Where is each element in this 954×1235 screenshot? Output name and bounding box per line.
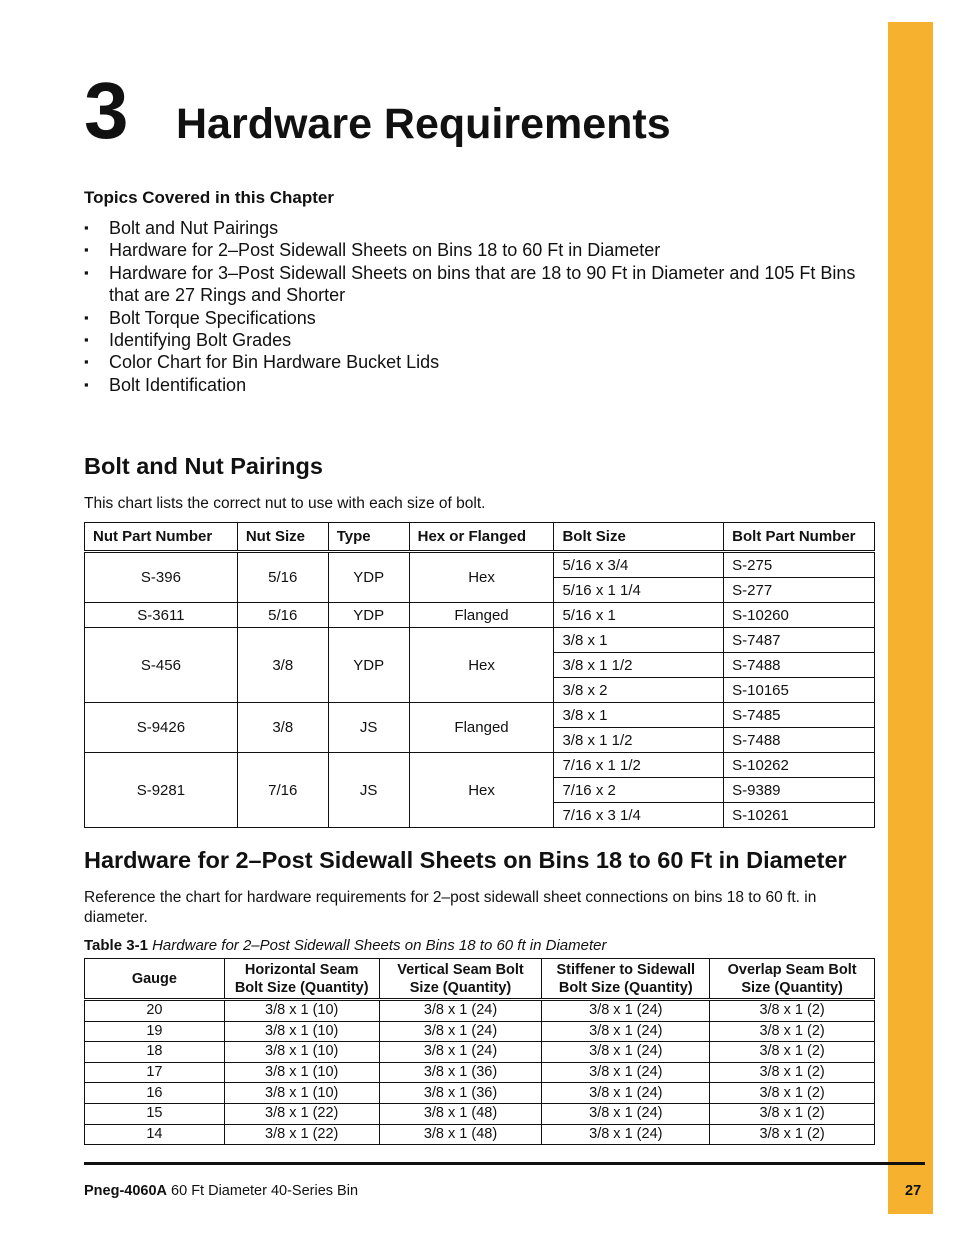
header-nut-size: Nut Size (237, 523, 328, 552)
vertical-seam-cell: 3/8 x 1 (48) (379, 1124, 542, 1145)
bolt-size-cell: 7/16 x 3 1/4 (554, 803, 724, 828)
header-bolt-part-number: Bolt Part Number (724, 523, 875, 552)
gauge-cell: 16 (85, 1083, 225, 1104)
hex-or-flanged-cell: Hex (409, 753, 554, 828)
bolt-size-cell: 3/8 x 2 (554, 678, 724, 703)
bolt-size-cell: 5/16 x 3/4 (554, 552, 724, 578)
header-line: Gauge (131, 970, 177, 987)
footer-doc-info (84, 1183, 358, 1199)
nut-size-cell: 5/16 (237, 552, 328, 603)
nut-size-cell: 3/8 (237, 703, 328, 753)
bolt-part-number-cell: S-9389 (724, 778, 875, 803)
horizontal-seam-cell: 3/8 x 1 (22) (224, 1103, 379, 1124)
bolt-size-cell: 5/16 x 1 1/4 (554, 578, 724, 603)
bolt-part-number-cell: S-10261 (724, 803, 875, 828)
header-vertical-seam (379, 959, 542, 1000)
table-row (85, 1103, 875, 1124)
stiffener-cell: 3/8 x 1 (24) (542, 1124, 710, 1145)
type-cell: YDP (328, 628, 409, 703)
header-hex-or-flanged: Hex or Flanged (409, 523, 554, 552)
table-row (85, 603, 875, 628)
hex-or-flanged-cell: Flanged (409, 603, 554, 628)
topic-item: ▪ Bolt and Nut Pairings (84, 217, 874, 239)
header-line: Bolt Size (Quantity) (234, 979, 369, 996)
vertical-seam-cell: 3/8 x 1 (24) (379, 1021, 542, 1042)
overlap-seam-cell: 3/8 x 1 (2) (710, 1083, 875, 1104)
header-line: Size (Quantity) (409, 979, 512, 996)
table-row (85, 1021, 875, 1042)
gauge-cell: 15 (85, 1103, 225, 1124)
header-horizontal-seam (224, 959, 379, 1000)
horizontal-seam-cell: 3/8 x 1 (10) (224, 1083, 379, 1104)
header-line: Overlap Seam Bolt (727, 961, 857, 978)
chapter-side-tab (888, 22, 933, 1214)
header-line: Vertical Seam Bolt (397, 961, 524, 978)
topics-list (84, 217, 874, 396)
gauge-cell: 14 (85, 1124, 225, 1145)
nut-part-number-cell: S-3611 (85, 603, 238, 628)
header-line: Stiffener to Sidewall (556, 961, 696, 978)
nut-size-cell: 7/16 (237, 753, 328, 828)
two-post-intro: Reference the chart for hardware requirements for 2–post sidewall sheet connections on bins 18 to 60 ft. in diameter. (84, 889, 817, 926)
horizontal-seam-cell: 3/8 x 1 (10) (224, 1000, 379, 1022)
header-type: Type (328, 523, 409, 552)
table-row (85, 1000, 875, 1022)
table-row (85, 1083, 875, 1104)
stiffener-cell: 3/8 x 1 (24) (542, 1021, 710, 1042)
bolt-size-cell: 7/16 x 2 (554, 778, 724, 803)
vertical-seam-cell: 3/8 x 1 (36) (379, 1083, 542, 1104)
horizontal-seam-cell: 3/8 x 1 (10) (224, 1021, 379, 1042)
stiffener-cell: 3/8 x 1 (24) (542, 1103, 710, 1124)
bolt-nut-intro: This chart lists the correct nut to use with each size of bolt. (84, 495, 486, 512)
nut-part-number-cell: S-9426 (85, 703, 238, 753)
gauge-cell: 20 (85, 1000, 225, 1022)
table-row (85, 552, 875, 578)
vertical-seam-cell: 3/8 x 1 (24) (379, 1000, 542, 1022)
gauge-cell: 19 (85, 1021, 225, 1042)
hex-or-flanged-cell: Flanged (409, 703, 554, 753)
table-row (85, 703, 875, 728)
bolt-size-cell: 5/16 x 1 (554, 603, 724, 628)
bolt-part-number-cell: S-7488 (724, 728, 875, 753)
stiffener-cell: 3/8 x 1 (24) (542, 1000, 710, 1022)
bolt-size-cell: 3/8 x 1 (554, 628, 724, 653)
vertical-seam-cell: 3/8 x 1 (48) (379, 1103, 542, 1124)
chapter-title: Hardware Requirements (176, 100, 671, 148)
topic-item: ▪ Bolt Torque Specifications (84, 307, 874, 329)
bolt-part-number-cell: S-10262 (724, 753, 875, 778)
vertical-seam-cell: 3/8 x 1 (36) (379, 1062, 542, 1083)
topic-item: ▪ Hardware for 2–Post Sidewall Sheets on Bins 18 to 60 Ft in Diameter (84, 239, 874, 261)
stiffener-cell: 3/8 x 1 (24) (542, 1042, 710, 1063)
overlap-seam-cell: 3/8 x 1 (2) (710, 1000, 875, 1022)
table-row (85, 628, 875, 653)
overlap-seam-cell: 3/8 x 1 (2) (710, 1021, 875, 1042)
table-header-row (85, 959, 875, 1000)
bolt-part-number-cell: S-277 (724, 578, 875, 603)
overlap-seam-cell: 3/8 x 1 (2) (710, 1103, 875, 1124)
overlap-seam-cell: 3/8 x 1 (2) (710, 1062, 875, 1083)
table-row (85, 1042, 875, 1063)
bolt-nut-table (84, 522, 875, 828)
horizontal-seam-cell: 3/8 x 1 (22) (224, 1124, 379, 1145)
topic-item: ▪ Identifying Bolt Grades (84, 329, 874, 351)
hex-or-flanged-cell: Hex (409, 552, 554, 603)
footer-doc-id: Pneg-4060A (84, 1183, 168, 1199)
header-line: Size (Quantity) (741, 979, 843, 996)
bolt-nut-heading: Bolt and Nut Pairings (84, 453, 323, 479)
bolt-part-number-cell: S-7487 (724, 628, 875, 653)
nut-size-cell: 5/16 (237, 603, 328, 628)
bolt-size-cell: 3/8 x 1 1/2 (554, 728, 724, 753)
bolt-size-cell: 3/8 x 1 1/2 (554, 653, 724, 678)
nut-size-cell: 3/8 (237, 628, 328, 703)
bolt-part-number-cell: S-7485 (724, 703, 875, 728)
topic-item: ▪ Bolt Identification (84, 374, 874, 396)
two-post-heading: Hardware for 2–Post Sidewall Sheets on Bins 18 to 60 Ft in Diameter (84, 847, 847, 873)
bolt-size-cell: 3/8 x 1 (554, 703, 724, 728)
table-row (85, 1062, 875, 1083)
bolt-part-number-cell: S-10260 (724, 603, 875, 628)
nut-part-number-cell: S-456 (85, 628, 238, 703)
chapter-number: 3 (84, 66, 129, 155)
table-header-row (85, 523, 875, 552)
footer-rule (84, 1162, 925, 1165)
table-caption (84, 937, 607, 954)
caption-text: Hardware for 2–Post Sidewall Sheets on Bins 18 to 60 ft in Diameter (152, 937, 607, 954)
header-nut-part-number: Nut Part Number (85, 523, 238, 552)
type-cell: JS (328, 753, 409, 828)
topic-item: ▪ Color Chart for Bin Hardware Bucket Lids (84, 351, 874, 373)
vertical-seam-cell: 3/8 x 1 (24) (379, 1042, 542, 1063)
table-row (85, 753, 875, 778)
header-line: Bolt Size (Quantity) (558, 979, 693, 996)
horizontal-seam-cell: 3/8 x 1 (10) (224, 1062, 379, 1083)
table-row (85, 1124, 875, 1145)
type-cell: JS (328, 703, 409, 753)
stiffener-cell: 3/8 x 1 (24) (542, 1062, 710, 1083)
nut-part-number-cell: S-396 (85, 552, 238, 603)
page-number: 27 (905, 1183, 922, 1199)
overlap-seam-cell: 3/8 x 1 (2) (710, 1042, 875, 1063)
gauge-cell: 17 (85, 1062, 225, 1083)
nut-part-number-cell: S-9281 (85, 753, 238, 828)
topic-item: ▪ Hardware for 3–Post Sidewall Sheets on bins that are 18 to 90 Ft in Diameter and 105 Ft Bins that are 27 Rings and Shorter (84, 262, 874, 307)
overlap-seam-cell: 3/8 x 1 (2) (710, 1124, 875, 1145)
type-cell: YDP (328, 603, 409, 628)
footer-doc-title: 60 Ft Diameter 40-Series Bin (171, 1183, 359, 1199)
gauge-cell: 18 (85, 1042, 225, 1063)
header-line: Horizontal Seam (244, 961, 359, 978)
caption-label: Table 3-1 (84, 937, 148, 954)
type-cell: YDP (328, 552, 409, 603)
header-gauge (85, 959, 225, 1000)
header-stiffener-to-sidewall (542, 959, 710, 1000)
bolt-part-number-cell: S-275 (724, 552, 875, 578)
topics-heading: Topics Covered in this Chapter (84, 188, 335, 207)
bolt-part-number-cell: S-10165 (724, 678, 875, 703)
stiffener-cell: 3/8 x 1 (24) (542, 1083, 710, 1104)
two-post-hardware-table (84, 958, 875, 1145)
bolt-part-number-cell: S-7488 (724, 653, 875, 678)
horizontal-seam-cell: 3/8 x 1 (10) (224, 1042, 379, 1063)
bolt-size-cell: 7/16 x 1 1/2 (554, 753, 724, 778)
header-bolt-size: Bolt Size (554, 523, 724, 552)
hex-or-flanged-cell: Hex (409, 628, 554, 703)
header-overlap-seam (710, 959, 875, 1000)
